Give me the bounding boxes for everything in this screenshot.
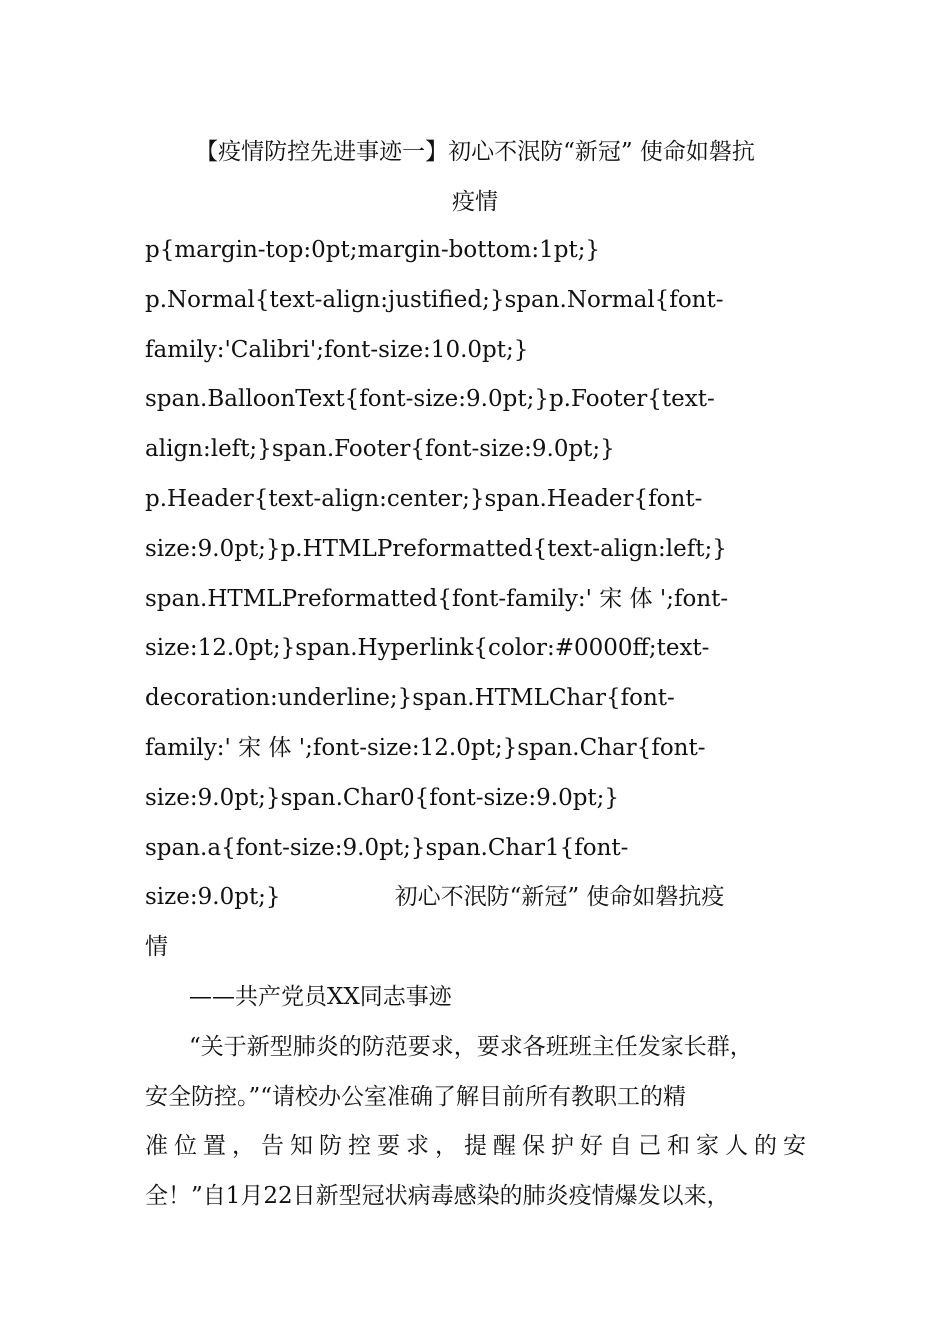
paragraph-line: 安全防控。”“请校办公室准确了解目前所有教职工的精: [145, 1083, 687, 1110]
byline: ——共产党员XX同志事迹: [189, 983, 452, 1010]
css-text-line: size:9.0pt;}p.HTMLPreformatted{text-align:left;}: [145, 535, 727, 562]
document-title: [145, 128, 805, 228]
css-text-line: family:'Calibri';font-size:10.0pt;}: [145, 336, 529, 363]
css-text-line: align:left;}span.Footer{font-size:9.0pt;}: [145, 436, 615, 463]
css-text-line: span.BalloonText{font-size:9.0pt;}p.Footer{text-: [145, 386, 715, 413]
css-text-line: span.a{font-size:9.0pt;}span.Char1{font-: [145, 834, 629, 861]
css-text-line: family:' 宋 体 ';font-size:12.0pt;}span.Char{font-: [145, 734, 706, 761]
css-text-line: p{margin-top:0pt;margin-bottom:1pt;}: [145, 237, 601, 263]
title-line-1: 【疫情防控先进事迹一】初心不泯防“新冠” 使命如磐抗: [195, 139, 755, 165]
css-text-line: p.Normal{text-align:justified;}span.Normal{font-: [145, 286, 724, 313]
css-text-line: size:12.0pt;}span.Hyperlink{color:#0000ff;text-: [145, 635, 710, 662]
css-text-line: span.HTMLPreformatted{font-family:' 宋 体 ';font-: [145, 585, 729, 612]
inline-subtitle-wrap: 情: [145, 934, 168, 961]
inline-subtitle: 初心不泯防“新冠” 使命如磐抗疫: [394, 884, 725, 911]
paragraph-line: “关于新型肺炎的防范要求，要求各班班主任发家长群，: [189, 1033, 753, 1060]
document-body: [145, 226, 810, 1222]
css-text-line: p.Header{text-align:center;}span.Header{font-: [145, 485, 703, 512]
css-text-end: size:9.0pt;}: [145, 884, 281, 911]
css-and-subtitle-line: [145, 873, 810, 923]
css-text-line: decoration:underline;}span.HTMLChar{font-: [145, 685, 675, 712]
paragraph-line: 全！”自1月22日新型冠状病毒感染的肺炎疫情爆发以来，: [145, 1183, 730, 1210]
title-line-2: 疫情: [452, 188, 498, 215]
paragraph-line: 准位置，告知防控要求，提醒保护好自己和家人的安: [145, 1133, 812, 1160]
css-text-line: size:9.0pt;}span.Char0{font-size:9.0pt;}: [145, 784, 620, 811]
